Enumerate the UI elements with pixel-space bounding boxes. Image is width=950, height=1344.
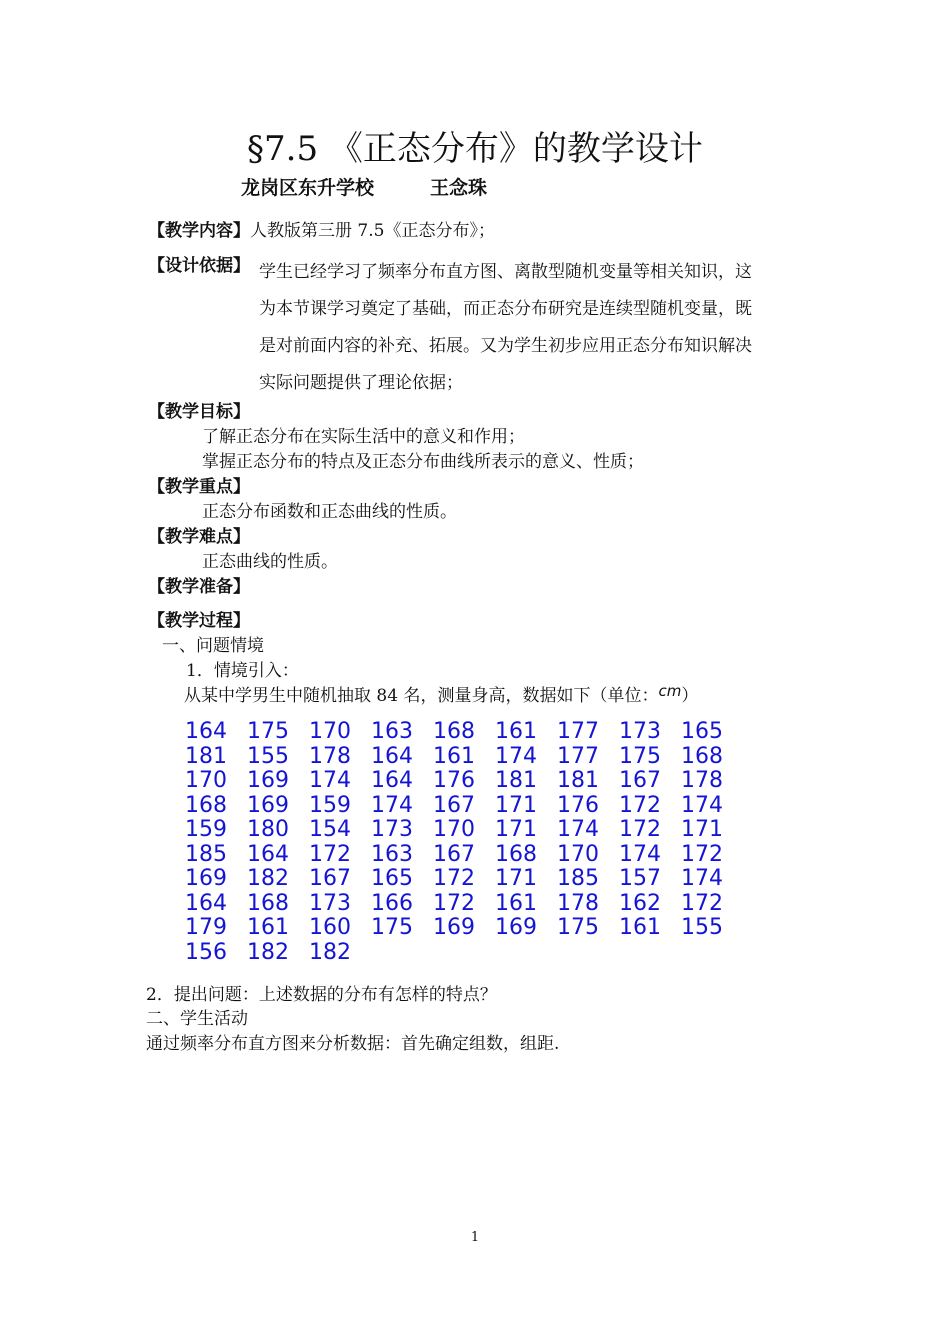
table-row	[185, 769, 743, 794]
table-cell: 182	[309, 939, 351, 965]
table-cell: 170	[185, 768, 227, 793]
table-cell: 164	[371, 743, 413, 769]
basis-line: 是对前面内容的补充、拓展。又为学生初步应用正态分布知识解决	[259, 336, 752, 356]
table-cell: 168	[247, 890, 289, 916]
table-cell: 171	[495, 817, 537, 842]
table-cell: 171	[681, 817, 723, 842]
table-cell: 171	[495, 866, 537, 891]
table-cell: 174	[681, 792, 723, 818]
table-cell: 178	[309, 743, 351, 769]
page-title: §7.5 《正态分布》的教学设计	[247, 129, 703, 169]
table-cell: 173	[309, 890, 351, 916]
table-cell: 165	[681, 719, 723, 744]
key-label: 【教学重点】	[148, 477, 250, 497]
table-cell: 180	[247, 817, 289, 842]
table-cell: 162	[619, 890, 661, 916]
table-row	[185, 745, 743, 770]
table-cell: 171	[495, 792, 537, 818]
table-cell: 161	[495, 719, 537, 744]
table-cell: 166	[371, 890, 413, 916]
goals-label: 【教学目标】	[148, 402, 250, 422]
table-cell: 176	[433, 768, 475, 793]
table-cell: 172	[433, 890, 475, 916]
table-cell: 179	[185, 915, 227, 940]
intro-text	[184, 684, 698, 708]
table-cell: 173	[371, 817, 413, 842]
table-cell: 169	[247, 792, 289, 818]
basis-label: 【设计依据】	[148, 256, 250, 276]
table-cell: 181	[495, 768, 537, 793]
table-cell: 174	[495, 743, 537, 769]
table-row	[185, 720, 743, 745]
school-name: 龙岗区东升学校	[241, 177, 375, 199]
goal-item: 了解正态分布在实际生活中的意义和作用；	[202, 427, 525, 447]
table-cell: 169	[185, 866, 227, 891]
table-cell: 181	[185, 743, 227, 769]
intro-end: ）	[681, 686, 699, 706]
table-cell: 178	[557, 890, 599, 916]
table-cell: 168	[681, 743, 723, 769]
table-cell: 163	[371, 841, 413, 867]
table-row	[185, 892, 743, 917]
table-cell: 159	[309, 792, 351, 818]
table-cell: 168	[495, 841, 537, 867]
table-row	[185, 916, 743, 941]
table-cell: 182	[247, 939, 289, 965]
intro-sentence: 从某中学男生中随机抽取 84 名，测量身高，数据如下（单位：	[184, 686, 659, 706]
difficulty-label: 【教学难点】	[148, 527, 250, 547]
goal-item: 掌握正态分布的特点及正态分布曲线所表示的意义、性质；	[202, 452, 644, 472]
table-cell: 167	[619, 768, 661, 793]
table-cell: 170	[433, 817, 475, 842]
table-cell: 182	[247, 866, 289, 891]
table-cell: 172	[681, 841, 723, 867]
table-cell: 161	[619, 915, 661, 940]
table-cell: 174	[619, 841, 661, 867]
prep-label: 【教学准备】	[148, 577, 250, 597]
table-cell: 164	[371, 768, 413, 793]
table-cell: 169	[495, 915, 537, 940]
table-cell: 177	[557, 719, 599, 744]
table-cell: 163	[371, 719, 413, 744]
content-text: 人教版第三册 7.5《正态分布》；	[250, 221, 495, 241]
table-row	[185, 843, 743, 868]
table-cell: 172	[681, 890, 723, 916]
table-cell: 154	[309, 817, 351, 842]
step-heading: 2．提出问题：上述数据的分布有怎样的特点？	[146, 985, 497, 1005]
table-cell: 167	[433, 841, 475, 867]
basis-line: 实际问题提供了理论依据；	[259, 373, 463, 393]
author-name: 王念珠	[430, 177, 488, 199]
table-cell: 161	[247, 915, 289, 940]
section-heading: 二、学生活动	[146, 1009, 248, 1029]
table-cell: 174	[309, 768, 351, 793]
byline	[241, 176, 487, 200]
table-cell: 174	[371, 792, 413, 818]
table-cell: 175	[619, 743, 661, 769]
table-cell: 155	[681, 915, 723, 940]
section-heading: 一、问题情境	[162, 636, 264, 656]
table-cell: 173	[619, 719, 661, 744]
step-heading: 1．情境引入：	[186, 661, 299, 681]
table-cell: 156	[185, 939, 227, 965]
table-cell: 177	[557, 743, 599, 769]
table-cell: 185	[557, 866, 599, 891]
table-cell: 164	[185, 890, 227, 916]
table-row	[185, 818, 743, 843]
page-number: 1	[470, 1230, 480, 1245]
table-cell: 168	[185, 792, 227, 818]
activity-text: 通过频率分布直方图来分析数据：首先确定组数，组距.	[146, 1034, 560, 1054]
difficulty-text: 正态曲线的性质。	[202, 552, 338, 572]
table-cell: 155	[247, 743, 289, 769]
table-cell: 168	[433, 719, 475, 744]
table-cell: 164	[247, 841, 289, 867]
table-cell: 170	[309, 719, 351, 744]
table-cell: 167	[433, 792, 475, 818]
table-row	[185, 867, 743, 892]
basis-line: 学生已经学习了频率分布直方图、离散型随机变量等相关知识，这	[259, 262, 752, 282]
table-cell: 175	[557, 915, 599, 940]
unit-symbol: cm	[658, 682, 682, 700]
table-cell: 167	[309, 866, 351, 891]
table-cell: 176	[557, 792, 599, 818]
process-label: 【教学过程】	[148, 611, 250, 631]
table-cell: 175	[371, 915, 413, 940]
basis-line: 为本节课学习奠定了基础，而正态分布研究是连续型随机变量，既	[259, 299, 752, 319]
key-text: 正态分布函数和正态曲线的性质。	[202, 502, 457, 522]
table-cell: 172	[309, 841, 351, 867]
table-row	[185, 794, 743, 819]
table-cell: 172	[619, 817, 661, 842]
height-data-table	[185, 720, 743, 965]
table-cell: 174	[681, 866, 723, 891]
table-row	[185, 941, 743, 966]
table-cell: 169	[247, 768, 289, 793]
table-cell: 178	[681, 768, 723, 793]
table-cell: 175	[247, 719, 289, 744]
table-cell: 174	[557, 817, 599, 842]
table-cell: 161	[433, 743, 475, 769]
basis-paragraph	[259, 254, 819, 402]
table-cell: 165	[371, 866, 413, 891]
table-cell: 161	[495, 890, 537, 916]
table-cell: 170	[557, 841, 599, 867]
table-cell: 164	[185, 719, 227, 744]
table-cell: 172	[619, 792, 661, 818]
table-cell: 159	[185, 817, 227, 842]
table-cell: 185	[185, 841, 227, 867]
table-cell: 160	[309, 915, 351, 940]
content-section	[148, 219, 495, 243]
table-cell: 157	[619, 866, 661, 891]
table-cell: 169	[433, 915, 475, 940]
table-cell: 181	[557, 768, 599, 793]
table-cell: 172	[433, 866, 475, 891]
content-label: 【教学内容】	[148, 221, 250, 241]
